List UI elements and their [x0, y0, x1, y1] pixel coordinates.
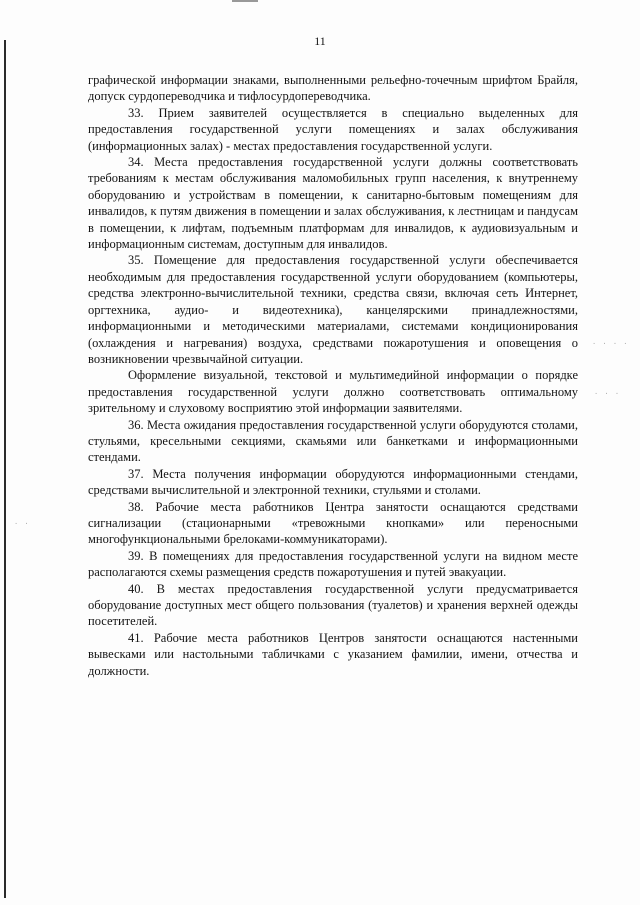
document-body [88, 72, 578, 679]
scan-noise-right-2: · · · [594, 390, 621, 398]
scan-edge-line [4, 40, 6, 898]
paragraph: Оформление визуальной, текстовой и мультимедийной информации о порядке предоставления государственной услуги должно соответствовать оптимальному зрительному и слуховому восприятию этой информации заявителями. [88, 368, 578, 416]
scan-noise-left: · · [14, 520, 30, 528]
paragraph: 36. Места ожидания предоставления государственной услуги оборудуются столами, стульями, кресельными секциями, скамьями или банкетками и информационными стендами. [88, 417, 578, 465]
paragraph: 39. В помещениях для предоставления государственной услуги на видном месте располагаются схемы размещения средств пожаротушения и путей эвакуации. [88, 548, 578, 580]
paragraph: графической информации знаками, выполненными рельефно-точечным шрифтом Брайля, допуск сурдопереводчика и тифлосурдопереводчика. [88, 73, 578, 104]
paragraph: 38. Рабочие места работников Центра занятости оснащаются средствами сигнализации (стационарными «тревожными кнопками» или переносными многофункциональными брелоками-коммуникаторами). [88, 499, 578, 547]
paragraph: 35. Помещение для предоставления государственной услуги обеспечивается необходимым для предоставления государственной услуги оборудованием (компьютеры, средства электронно-вычислительной техники, средства связи, включая сеть Интернет, оргтехника, аудио- и видеотехника), канцелярскими принадлежностями, информационными и методическими материалами, системами кондиционирования (охлаждения и нагревания) воздуха, средствами пожаротушения и оповещения о возникновении чрезвычайной ситуации. [88, 253, 578, 366]
paragraph: 37. Места получения информации оборудуются информационными стендами, средствами вычислительной и электронной техники, стульями и столами. [88, 466, 578, 498]
paragraph: 40. В местах предоставления государственной услуги предусматривается оборудование доступных мест общего пользования (туалетов) и хранения верхней одежды посетителей. [88, 581, 578, 629]
page-number: 11 [314, 34, 326, 48]
paragraph: 33. Прием заявителей осуществляется в специально выделенных для предоставления государственной услуги помещениях и залах обслуживания (информационных залах) - местах предоставления государственной услуги. [88, 105, 578, 153]
paragraph: 34. Места предоставления государственной услуги должны соответствовать требованиям к местам обслуживания маломобильных групп населения, к внутреннему оборудованию и устройствам в помещении, к санитарно-бытовым помещениям для инвалидов, к путям движения в помещении и залах обслуживания, к лестницам и пандусам в помещении, к лифтам, подъемным платформам для инвалидов, к аудиовизуальным и информационным системам, доступным для инвалидов. [88, 155, 578, 252]
scan-noise-right-1: · · · · [592, 340, 629, 348]
paragraph: 41. Рабочие места работников Центров занятости оснащаются настенными вывесками или настольными табличками с указанием фамилии, имени, отчества и должности. [88, 630, 578, 678]
scan-mark-top [232, 0, 258, 2]
